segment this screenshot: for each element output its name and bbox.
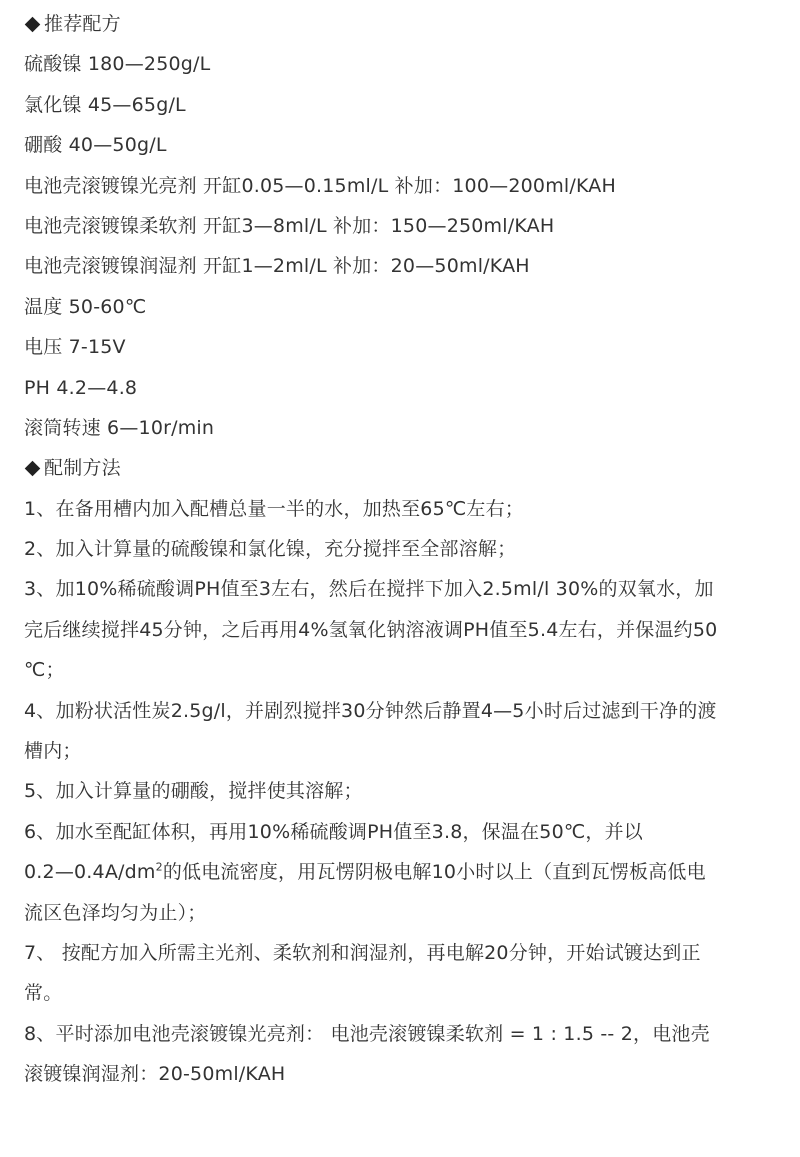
step-5: 5、加入计算量的硼酸，搅拌使其溶解；	[24, 780, 363, 803]
step-4-line: 槽内；	[24, 740, 82, 763]
formula-item-voltage: 电压 7-15V	[24, 336, 126, 359]
step-6-text: 的低电流密度，用瓦愣阴极电解10小时以上（直到瓦愣板高低电	[162, 861, 706, 884]
step-6-line: 6、加水至配缸体积，再用10%稀硫酸调PH值至3.8，保温在50℃，并以	[24, 820, 643, 843]
diamond-bullet-icon	[25, 16, 41, 32]
step-6-line: 流区色泽均匀为止）；	[24, 901, 207, 924]
formula-document	[24, 4, 784, 1095]
step-8-line: 8、平时添加电池壳滚镀镍光亮剂： 电池壳滚镀镍柔软剂 = 1 : 1.5 -- 2，电池壳	[24, 1022, 710, 1045]
step-3-line: 完后继续搅拌45分钟，之后再用4%氢氧化钠溶液调PH值至5.4左右，并保温约50	[24, 618, 718, 641]
step-2: 2、加入计算量的硫酸镍和氯化镍，充分搅拌至全部溶解；	[24, 538, 517, 561]
step-7-line: 7、 按配方加入所需主光剂、柔软剂和润湿剂，再电解20分钟，开始试镀达到正	[24, 941, 701, 964]
formula-item-nickel-sulfate: 硫酸镍 180—250g/L	[24, 53, 211, 76]
step-6-line	[24, 852, 784, 892]
superscript-exponent: 2	[155, 860, 163, 874]
step-8-line: 滚镀镍润湿剂：20-50ml/KAH	[24, 1063, 286, 1086]
recommended-formula-heading	[24, 4, 784, 44]
step-7-line: 常。	[24, 982, 63, 1005]
formula-item-ph: PH 4.2—4.8	[24, 376, 138, 399]
formula-item-temperature: 温度 50-60℃	[24, 295, 147, 318]
formula-item-nickel-chloride: 氯化镍 45—65g/L	[24, 93, 186, 116]
heading-text: 配制方法	[44, 457, 121, 480]
formula-item-drum-speed: 滚筒转速 6—10r/min	[24, 416, 215, 439]
step-3-line: 3、加10%稀硫酸调PH值至3左右，然后在搅拌下加入2.5ml/l 30%的双氧水，加	[24, 578, 714, 601]
heading-text: 推荐配方	[44, 13, 121, 35]
formula-item-wetting-agent: 电池壳滚镀镍润湿剂 开缸1—2ml/L 补加：20—50ml/KAH	[24, 255, 530, 278]
formula-item-softener: 电池壳滚镀镍柔软剂 开缸3—8ml/L 补加：150—250ml/KAH	[24, 214, 555, 237]
formula-item-brightener: 电池壳滚镀镍光亮剂 开缸0.05—0.15ml/L 补加：100—200ml/KAH	[24, 174, 616, 197]
diamond-bullet-icon	[25, 461, 41, 477]
step-4-line: 4、加粉状活性炭2.5g/l，并剧烈搅拌30分钟然后静置4—5小时后过滤到干净的渡	[24, 699, 717, 722]
step-3-line: ℃；	[24, 659, 65, 682]
step-1: 1、在备用槽内加入配槽总量一半的水，加热至65℃左右；	[24, 497, 525, 520]
preparation-method-heading	[24, 448, 784, 488]
formula-item-boric-acid: 硼酸 40—50g/L	[24, 134, 167, 157]
step-6-current-density: 0.2—0.4A/dm	[24, 861, 156, 884]
